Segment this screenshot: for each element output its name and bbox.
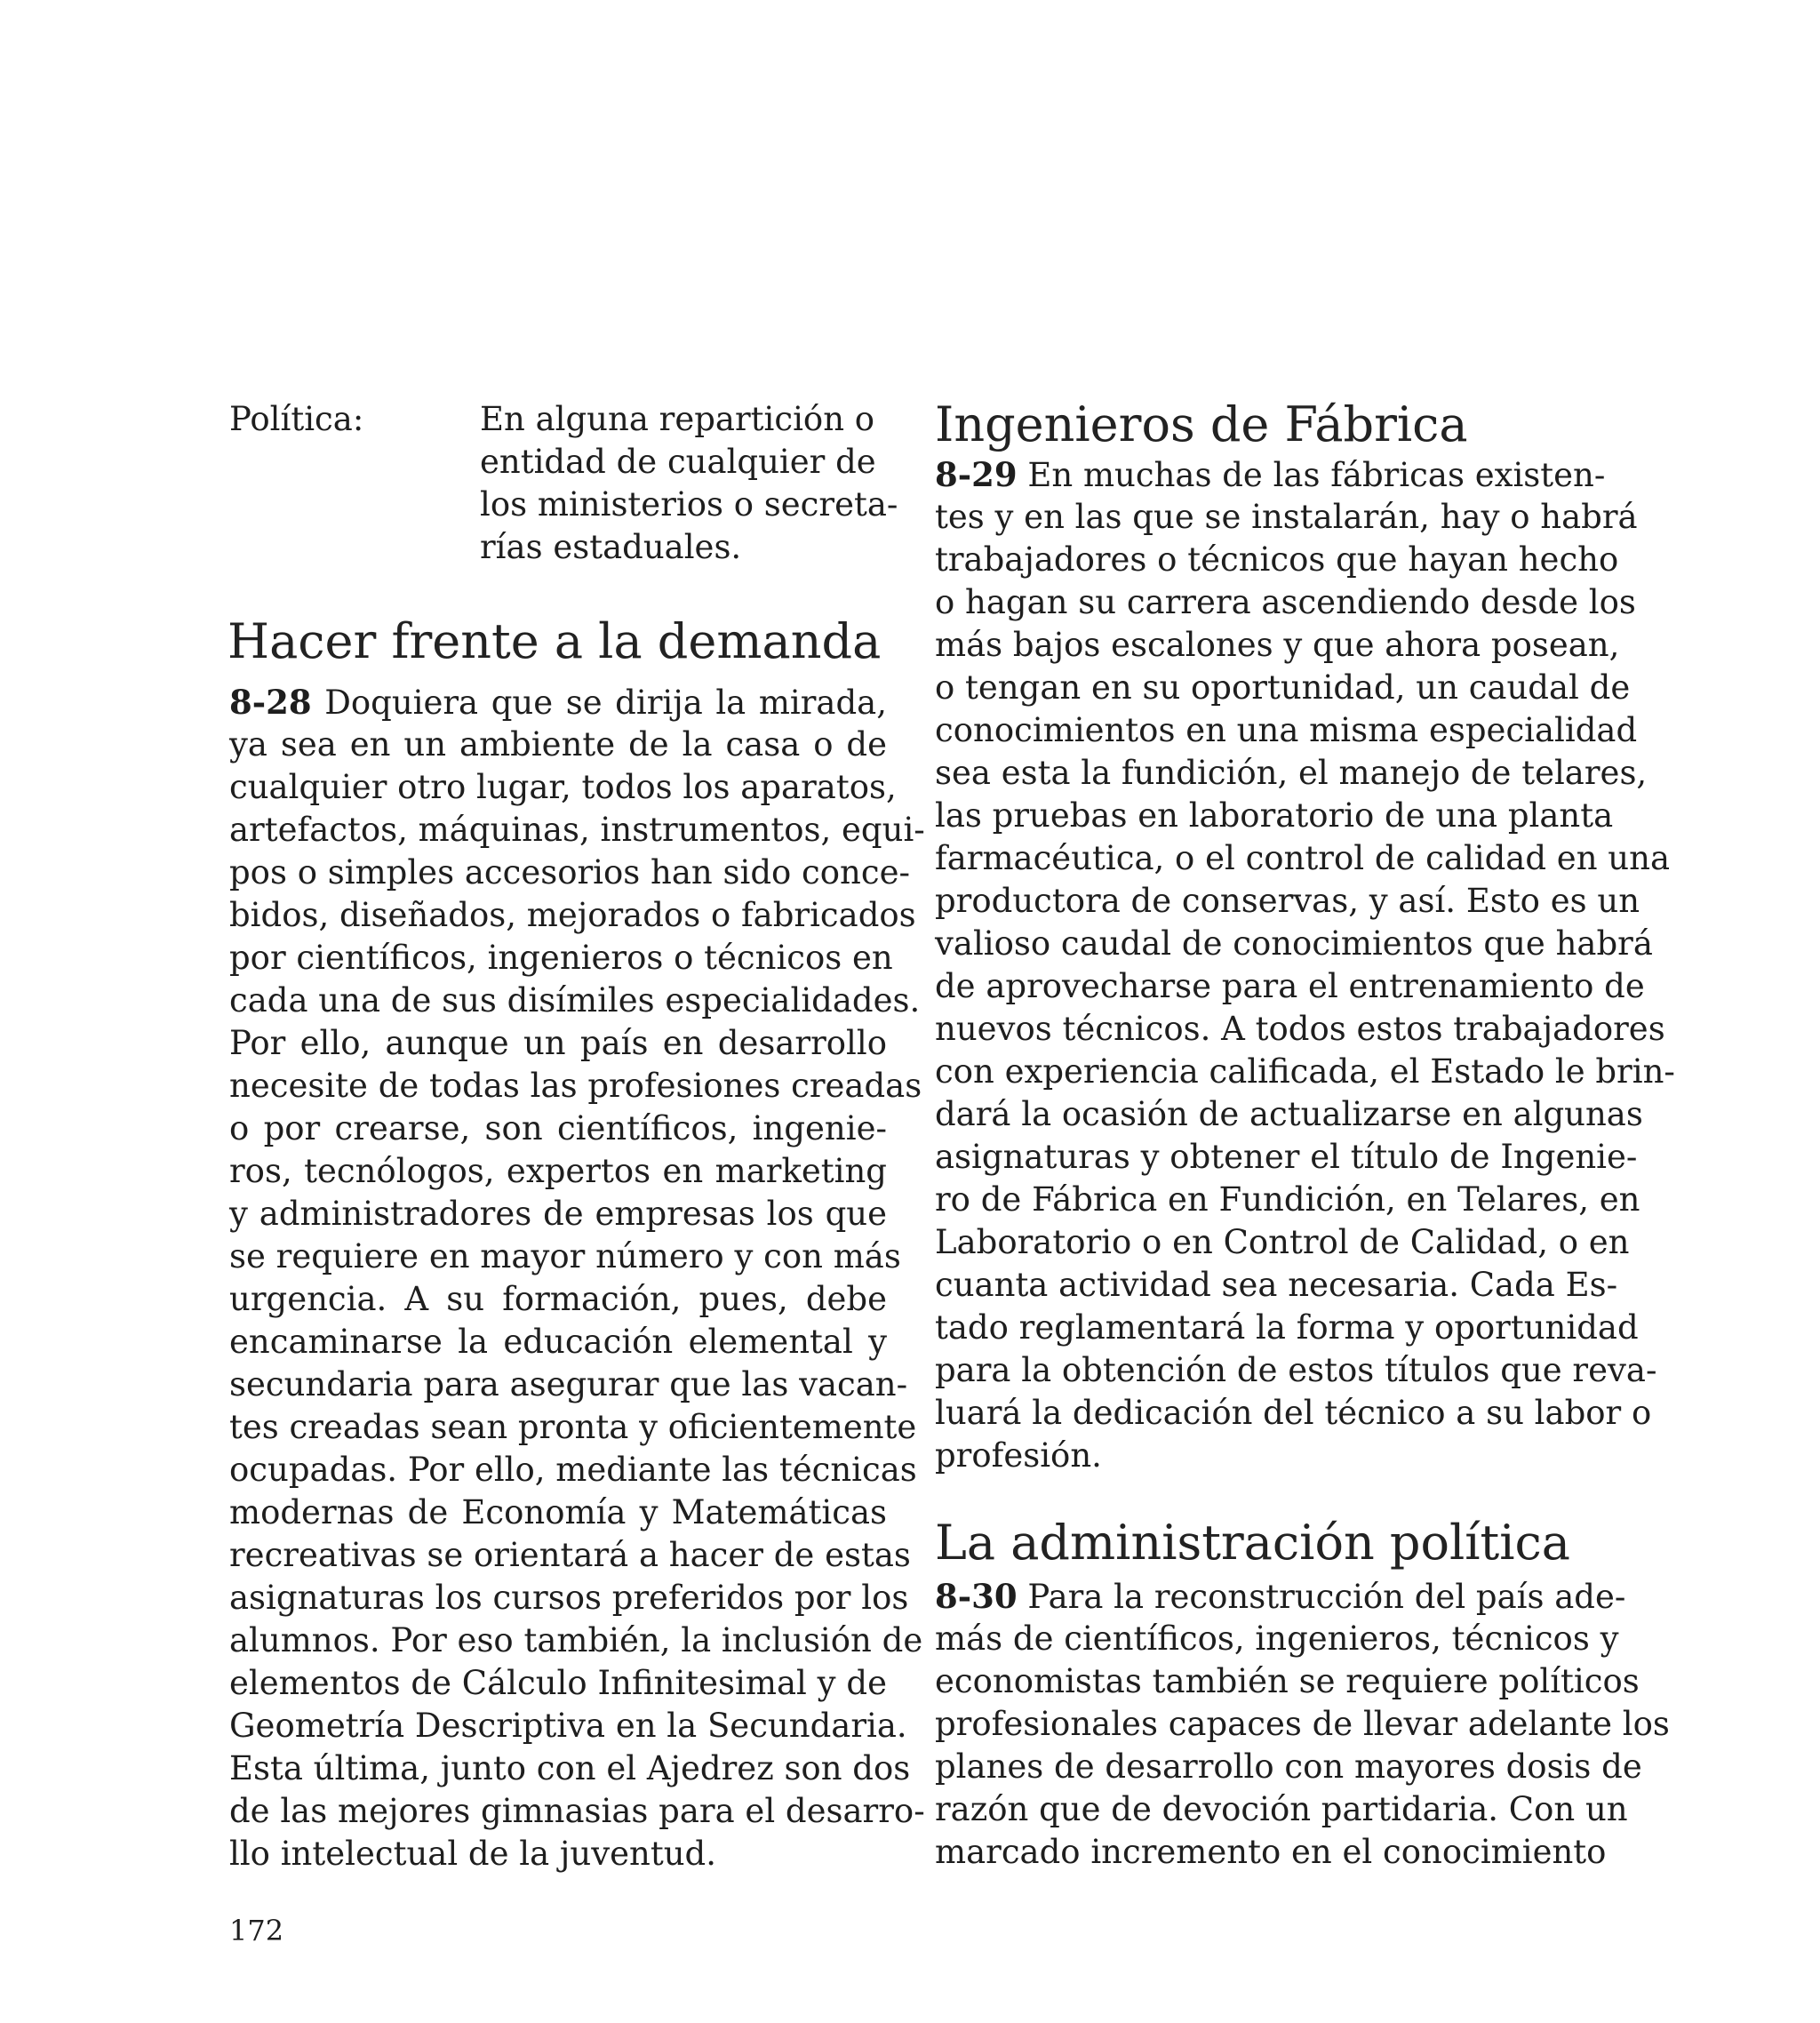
paragraph-8-29-line: luará la dedicación del técnico a su labor o [935, 1394, 1652, 1432]
paragraph-8-29-line: productora de conservas, y así. Esto es un [935, 882, 1640, 920]
paragraph-8-28-line: artefactos, máquinas, instrumentos, equi- [229, 811, 925, 849]
definition-term: Política: [229, 400, 364, 438]
paragraph-8-28-line: ros, tecnólogos, expertos en marketing [229, 1152, 887, 1190]
section-heading-administracion: La administración política [935, 1515, 1570, 1571]
paragraph-8-30-line: profesionales capaces de llevar adelante los [935, 1705, 1670, 1743]
paragraph-8-28-line: Geometría Descriptiva en la Secundaria. [229, 1707, 907, 1745]
paragraph-8-29-line: con experiencia calificada, el Estado le brin- [935, 1052, 1675, 1091]
definition-text-line-1: En alguna repartición o [480, 400, 875, 438]
paragraph-8-28-line: ya sea en un ambiente de la casa o de [229, 725, 887, 764]
paragraph-8-28-line: alumnos. Por eso también, la inclusión de [229, 1621, 923, 1659]
paragraph-8-29-line: nuevos técnicos. A todos estos trabajadores [935, 1010, 1665, 1048]
paragraph-8-29-line: farmacéutica, o el control de calidad en una [935, 839, 1671, 877]
paragraph-8-29-line: trabajadores o técnicos que hayan hecho [935, 540, 1619, 579]
paragraph-8-28-line-1 [229, 681, 887, 724]
section-heading-hacer-frente: Hacer frente a la demanda [228, 613, 882, 669]
paragraph-8-28-line: Esta última, junto con el Ajedrez son dos [229, 1749, 911, 1787]
paragraph-8-28-line: y administradores de empresas los que [229, 1195, 887, 1233]
paragraph-8-30-line: economistas también se requiere políticos [935, 1662, 1640, 1700]
paragraph-8-28-line: encaminarse la educación elemental y [229, 1323, 887, 1361]
paragraph-first-line-text: Para la reconstrucción del país ade- [1027, 1578, 1626, 1616]
paragraph-8-30-line: marcado incremento en el conocimiento [935, 1833, 1607, 1871]
paragraph-8-28-line: cada una de sus disímiles especialidades. [229, 981, 921, 1019]
paragraph-8-29-line: cuanta actividad sea necesaria. Cada Es- [935, 1266, 1618, 1304]
definition-text-line-3: los ministerios o secreta- [480, 485, 898, 524]
paragraph-first-line-text: En muchas de las fábricas existen- [1027, 456, 1606, 494]
paragraph-8-28-line: modernas de Economía y Matemáticas [229, 1493, 887, 1531]
paragraph-8-28-line: necesite de todas las profesiones creadas [229, 1067, 922, 1105]
paragraph-8-28-line: ocupadas. Por ello, mediante las técnicas [229, 1451, 917, 1489]
paragraph-8-29-line: dará la ocasión de actualizarse en algunas [935, 1095, 1643, 1133]
paragraph-8-29-line: o hagan su carrera ascendiendo desde los [935, 583, 1636, 621]
paragraph-8-29-line: tado reglamentará la forma y oportunidad [935, 1308, 1639, 1347]
paragraph-8-30-line: planes de desarrollo con mayores dosis de [935, 1747, 1642, 1786]
definition-text-line-4: rías estaduales. [480, 528, 742, 566]
paragraph-8-28-last-line: llo intelectual de la juventud. [229, 1835, 717, 1873]
paragraph-8-29-line: sea esta la fundición, el manejo de telares, [935, 754, 1648, 792]
paragraph-8-30-line-1 [935, 1575, 1626, 1619]
paragraph-8-28-line: se requiere en mayor número y con más [229, 1237, 901, 1275]
paragraph-number: 8-28 [229, 683, 312, 722]
paragraph-first-line-text: Doquiera que se dirija la mirada, [324, 684, 887, 722]
page-number: 172 [229, 1914, 284, 1947]
paragraph-8-29-line: o tengan en su oportunidad, un caudal de [935, 668, 1631, 707]
definition-text-line-2: entidad de cualquier de [480, 443, 876, 481]
paragraph-8-29-last-line: profesión. [935, 1436, 1102, 1475]
paragraph-8-28-line: de las mejores gimnasias para el desarro- [229, 1792, 925, 1830]
paragraph-number: 8-29 [935, 455, 1018, 494]
paragraph-8-28-line: pos o simples accesorios han sido conce- [229, 853, 910, 892]
paragraph-8-28-line: urgencia. A su formación, pues, debe [229, 1280, 887, 1318]
paragraph-8-28-line: recreativas se orientará a hacer de estas [229, 1536, 911, 1574]
paragraph-8-28-line: bidos, diseñados, mejorados o fabricados [229, 896, 916, 934]
paragraph-8-29-line: Laboratorio o en Control de Calidad, o en [935, 1223, 1630, 1261]
paragraph-8-29-line: tes y en las que se instalarán, hay o habrá [935, 498, 1638, 536]
paragraph-8-29-line: para la obtención de estos títulos que reva- [935, 1351, 1657, 1389]
paragraph-8-28-line: o por crearse, son científicos, ingenie- [229, 1109, 887, 1147]
paragraph-8-29-line: ro de Fábrica en Fundición, en Telares, en [935, 1180, 1640, 1219]
paragraph-number: 8-30 [935, 1577, 1018, 1616]
paragraph-8-29-line: conocimientos en una misma especialidad [935, 711, 1638, 749]
paragraph-8-29-line: asignaturas y obtener el título de Ingenie- [935, 1138, 1638, 1176]
paragraph-8-30-line: más de científicos, ingenieros, técnicos y [935, 1619, 1619, 1658]
paragraph-8-29-line: las pruebas en laboratorio de una planta [935, 796, 1614, 835]
paragraph-8-28-line: secundaria para asegurar que las vacan- [229, 1365, 908, 1403]
section-heading-ingenieros: Ingenieros de Fábrica [935, 396, 1468, 452]
paragraph-8-29-line: de aprovecharse para el entrenamiento de [935, 967, 1645, 1005]
paragraph-8-28-line: Por ello, aunque un país en desarrollo [229, 1024, 887, 1062]
paragraph-8-29-line: más bajos escalones y que ahora posean, [935, 626, 1620, 664]
paragraph-8-30-line: razón que de devoción partidaria. Con un [935, 1790, 1628, 1828]
paragraph-8-28-line: cualquier otro lugar, todos los aparatos, [229, 768, 897, 806]
paragraph-8-29-line: valioso caudal de conocimientos que habrá [935, 924, 1653, 963]
paragraph-8-28-line: tes creadas sean pronta y oficientemente [229, 1408, 917, 1446]
paragraph-8-29-line-1 [935, 453, 1606, 497]
paragraph-8-28-line: elementos de Cálculo Infinitesimal y de [229, 1664, 887, 1702]
paragraph-8-28-line: asignaturas los cursos preferidos por los [229, 1579, 909, 1617]
paragraph-8-28-line: por científicos, ingenieros o técnicos en [229, 939, 893, 977]
